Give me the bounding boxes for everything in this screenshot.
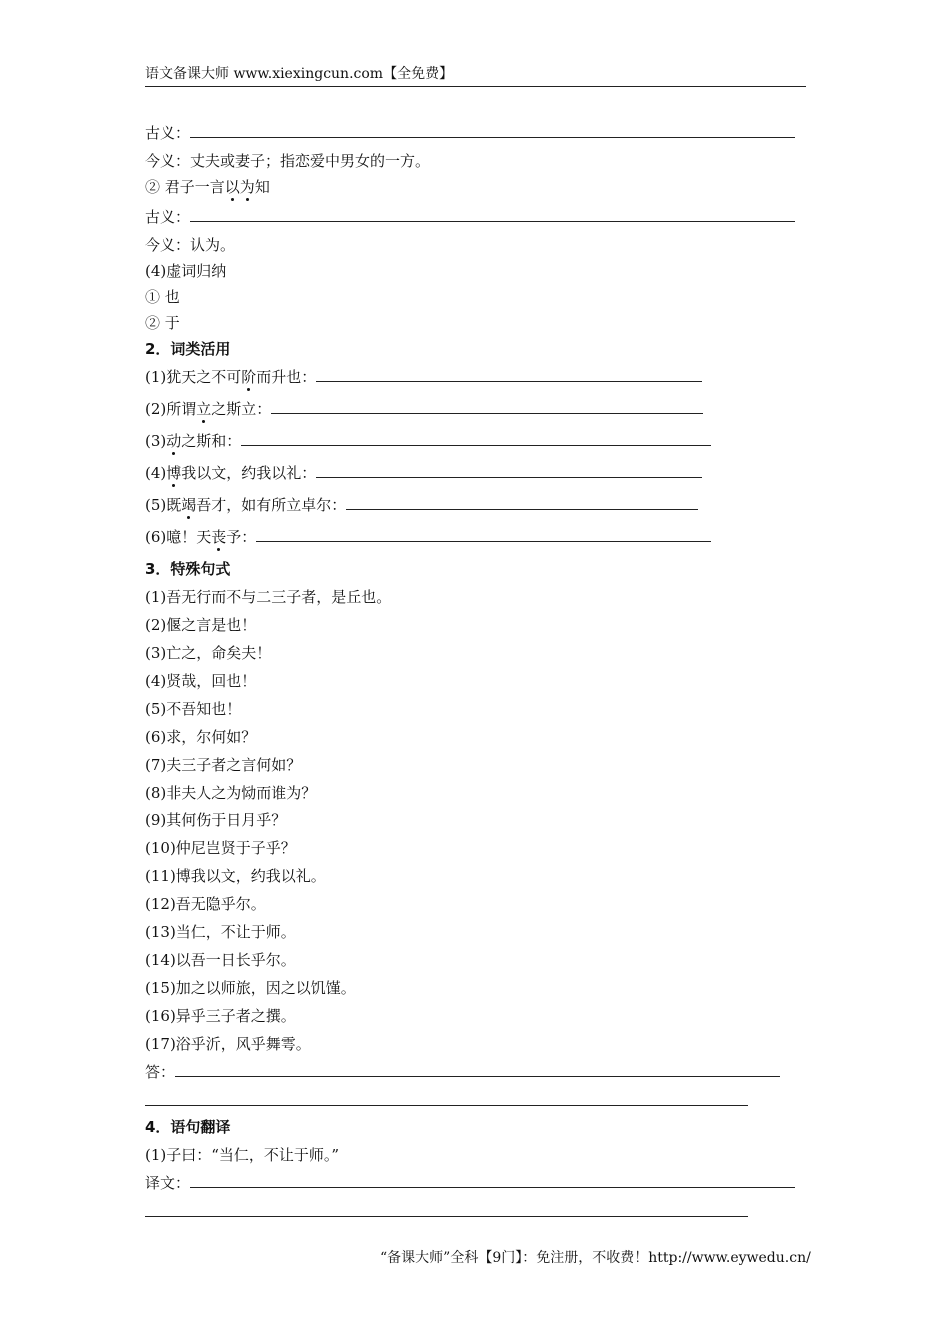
sentence-item: (4)贤哉，回也！ [145,672,257,690]
sentence-item: (2)偃之言是也！ [145,616,257,634]
jin-yi-line-1: 今义：丈夫或妻子；指恋爱中男女的一方。 [145,152,431,170]
xuci-item: ① 也 [145,288,180,306]
sentence-item: (11)博我以文，约我以礼。 [145,867,326,885]
answer-blank[interactable] [190,1173,795,1188]
sentence-item: (5)不吾知也！ [145,700,242,718]
sentence-item: (3)亡之，命矣夫！ [145,644,272,662]
sentence-item: (16)异乎三子者之撰。 [145,1007,296,1025]
dotted-char: 为 [239,178,255,196]
answer-blank[interactable] [271,399,703,414]
section-2-item: (6)噫！天丧予： [145,527,711,549]
gu-yi-line-1: 古义： [145,123,795,145]
dotted-char: 博 [166,464,182,482]
answer-blank[interactable] [256,527,711,542]
answer-blank[interactable] [190,123,795,138]
section-2-item: (2)所谓立之斯立： [145,399,703,421]
sentence-item: (6)求，尔何如？ [145,728,257,746]
footer-text: “备课大师”全科【9门】：免注册，不收费！http://www.eywedu.cn/ [380,1250,811,1266]
answer-blank[interactable] [175,1062,780,1077]
sentence-item: (12)吾无隐乎尔。 [145,895,266,913]
page-footer [380,1248,811,1268]
answer-blank[interactable] [316,367,702,382]
sentence-item: (15)加之以师旅，因之以饥馑。 [145,979,356,997]
gu-yi-line-2: 古义： [145,207,795,229]
answer-blank-line[interactable] [145,1104,748,1106]
answer-blank[interactable] [241,431,711,446]
xuci-title: (4)虚词归纳 [145,262,227,280]
jin-yi-line-2: 今义：认为。 [145,236,236,254]
dotted-char: 以 [224,178,240,196]
sentence-item: (14)以吾一日长乎尔。 [145,951,296,969]
section-3-title: 3．特殊句式 [145,560,231,578]
sentence-item: (17)浴乎沂，风乎舞雩。 [145,1035,311,1053]
section-4-title: 4．语句翻译 [145,1118,231,1136]
translation-item: (1)子曰：“当仁，不让于师。” [145,1146,340,1164]
sentence-item: (1)吾无行而不与二三子者，是丘也。 [145,588,392,606]
answer-blank[interactable] [190,207,795,222]
answer-blank[interactable] [316,463,702,478]
dotted-char: 竭 [181,496,197,514]
section-2-title: 2．词类活用 [145,340,231,358]
dotted-char: 立 [196,400,212,418]
dotted-char: 丧 [211,528,227,546]
dotted-char: 动 [166,432,182,450]
sentence-item: (13)当仁，不让于师。 [145,923,296,941]
section-2-item: (4)博我以文，约我以礼： [145,463,702,485]
example-2: ② 君子一言以为知 [145,178,270,196]
answer-blank-line[interactable] [145,1215,748,1217]
sentence-item: (10)仲尼岂贤于子乎？ [145,839,296,857]
sentence-item: (8)非夫人之为恸而谁为？ [145,784,317,802]
section-2-item: (5)既竭吾才，如有所立卓尔： [145,495,698,517]
answer-line: 答： [145,1062,780,1084]
xuci-item: ② 于 [145,314,180,332]
dotted-char: 阶 [241,368,257,386]
sentence-item: (7)夫三子者之言何如？ [145,756,302,774]
translation-line: 译文： [145,1173,795,1195]
header-text: 语文备课大师 www.xiexingcun.com【全免费】 [145,66,454,82]
answer-blank[interactable] [346,495,698,510]
page-header [145,64,806,87]
section-2-item: (3)动之斯和： [145,431,711,453]
section-2-item: (1)犹天之不可阶而升也： [145,367,702,389]
sentence-item: (9)其何伤于日月乎？ [145,811,287,829]
